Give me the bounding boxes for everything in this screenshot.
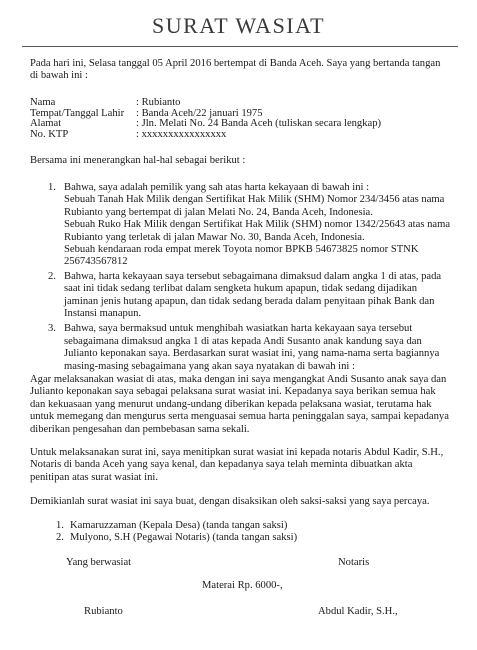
witness-number: 2. <box>56 532 64 544</box>
statement-line: Bahwa, saya adalah pemilik yang sah atas harta kekayaan di bawah ini : <box>64 182 370 193</box>
identity-row <box>30 97 450 108</box>
notary-paragraph <box>30 447 450 484</box>
statement-line: Sebuah Ruko Hak Milik dengan Sertifikat Hak Milik (SHM) nomor 1342/25643 atas nama Rubianto yang terletak di jalan Mawar No. 30, Banda Aceh, Indonesia. <box>64 219 451 243</box>
statement-number: 3. <box>48 323 56 335</box>
intro-text: Bersama ini menerangkan hal-hal sebagai berikut : <box>30 155 246 166</box>
identity-value: : Rubianto <box>136 97 181 108</box>
statement-line: Bahwa, saya bermaksud untuk menghibah wasiatkan harta kekayaan saya tersebut sebagaimana dimaksud angka 1 di atas kepada Andi Susanto anak kandung saya dan Julianto keponakan saya. Berdasarkan surat wasiat ini, yang nama-nama serta bagiannya masing-masing sebagaimana yang akan saya nyatakan di bawah ini : <box>64 323 440 372</box>
statement-list <box>48 182 452 373</box>
executor-text: Agar melaksanakan wasiat di atas, maka dengan ini saya mengangkat Andi Susanto anak saya dan Julianto keponakan saya sebagai pelaksana surat wasiat ini. Kepadanya saya berikan semua hak dan kekuasaan yang menurut undang-undang diberikan kepada pelaksana wasiat, terutama hak untuk memegang dan mengurus serta menguasai semua harta peninggalan saya, sampai kepadanya diberikan pengesahan dan pembebasan sama sekali. <box>30 374 449 435</box>
identity-row <box>30 108 450 119</box>
statement-line: Sebuah Tanah Hak Milik dengan Sertifikat Hak Milik (SHM) Nomor 234/3456 atas nama Rubianto yang bertempat di jalan Melati No. 24, Banda Aceh, Indonesia. <box>64 194 445 218</box>
witness-text: Mulyono, S.H (Pegawai Notaris) (tanda tangan saksi) <box>70 532 298 544</box>
witness-list <box>56 520 436 545</box>
statement-item <box>48 323 452 373</box>
witness-item <box>56 532 436 544</box>
identity-block <box>30 97 450 139</box>
identity-row <box>30 118 450 129</box>
witness-item <box>56 520 436 532</box>
stamp-duty-label: Materai Rp. 6000-, <box>202 580 283 591</box>
identity-row <box>30 129 450 140</box>
notary-text: Untuk melaksanakan surat ini, saya menitipkan surat wasiat ini kepada notaris Abdul Kadir, S.H., Notaris di banda Aceh yang saya kenal, dan kepadanya saya telah meminta dibuatkan akta penitipan atas surat wasiat ini. <box>30 447 444 483</box>
intro-line <box>30 155 450 167</box>
testator-role: Yang berwasiat <box>66 557 132 568</box>
opening-text: Pada hari ini, Selasa tanggal 05 April 2016 bertempat di Banda Aceh. Saya yang bertanda tangan di bawah ini : <box>30 58 441 82</box>
testator-name: Rubianto <box>84 606 123 617</box>
identity-value: : Banda Aceh/22 januari 1975 <box>136 107 263 119</box>
statement-line: Sebuah kendaraan roda empat merek Toyota nomor BPKB 54673825 nomor STNK 256743567812 <box>64 244 419 268</box>
identity-label: No. KTP <box>30 128 69 140</box>
notary-role: Notaris <box>338 557 370 568</box>
statement-number: 1. <box>48 182 56 193</box>
identity-label: Nama <box>30 97 56 108</box>
statement-item <box>48 271 452 321</box>
statement-number: 2. <box>48 270 56 282</box>
statement-item <box>48 182 452 269</box>
executor-paragraph <box>30 374 450 436</box>
identity-value: : xxxxxxxxxxxxxxxx <box>136 128 227 140</box>
document-title: SURAT WASIAT <box>151 13 326 38</box>
witness-text: Kamaruzzaman (Kepala Desa) (tanda tangan saksi) <box>70 520 288 531</box>
identity-value: : Jln. Melati No. 24 Banda Aceh (tuliskan secara lengkap) <box>136 118 382 129</box>
notary-name: Abdul Kadir, S.H., <box>318 606 398 617</box>
title-underline <box>22 46 458 47</box>
identity-label: Alamat <box>30 118 62 129</box>
closing-paragraph <box>30 496 450 508</box>
opening-paragraph <box>30 58 450 83</box>
identity-label: Tempat/Tanggal Lahir <box>30 107 125 119</box>
witness-number: 1. <box>56 520 64 531</box>
closing-text: Demikianlah surat wasiat ini saya buat, dengan disaksikan oleh saksi-saksi yang saya percaya. <box>30 496 430 507</box>
statement-line: Bahwa, harta kekayaan saya tersebut sebagaimana dimaksud dalam angka 1 di atas, pada saat ini tidak sedang terlibat dalam sengketa hukum apapun, tidak sedang dijadikan jaminan jenis hutang apapun, dan tidak sedang berada dalam penyitaan pihak Bank dan Instansi manapun. <box>64 270 442 320</box>
